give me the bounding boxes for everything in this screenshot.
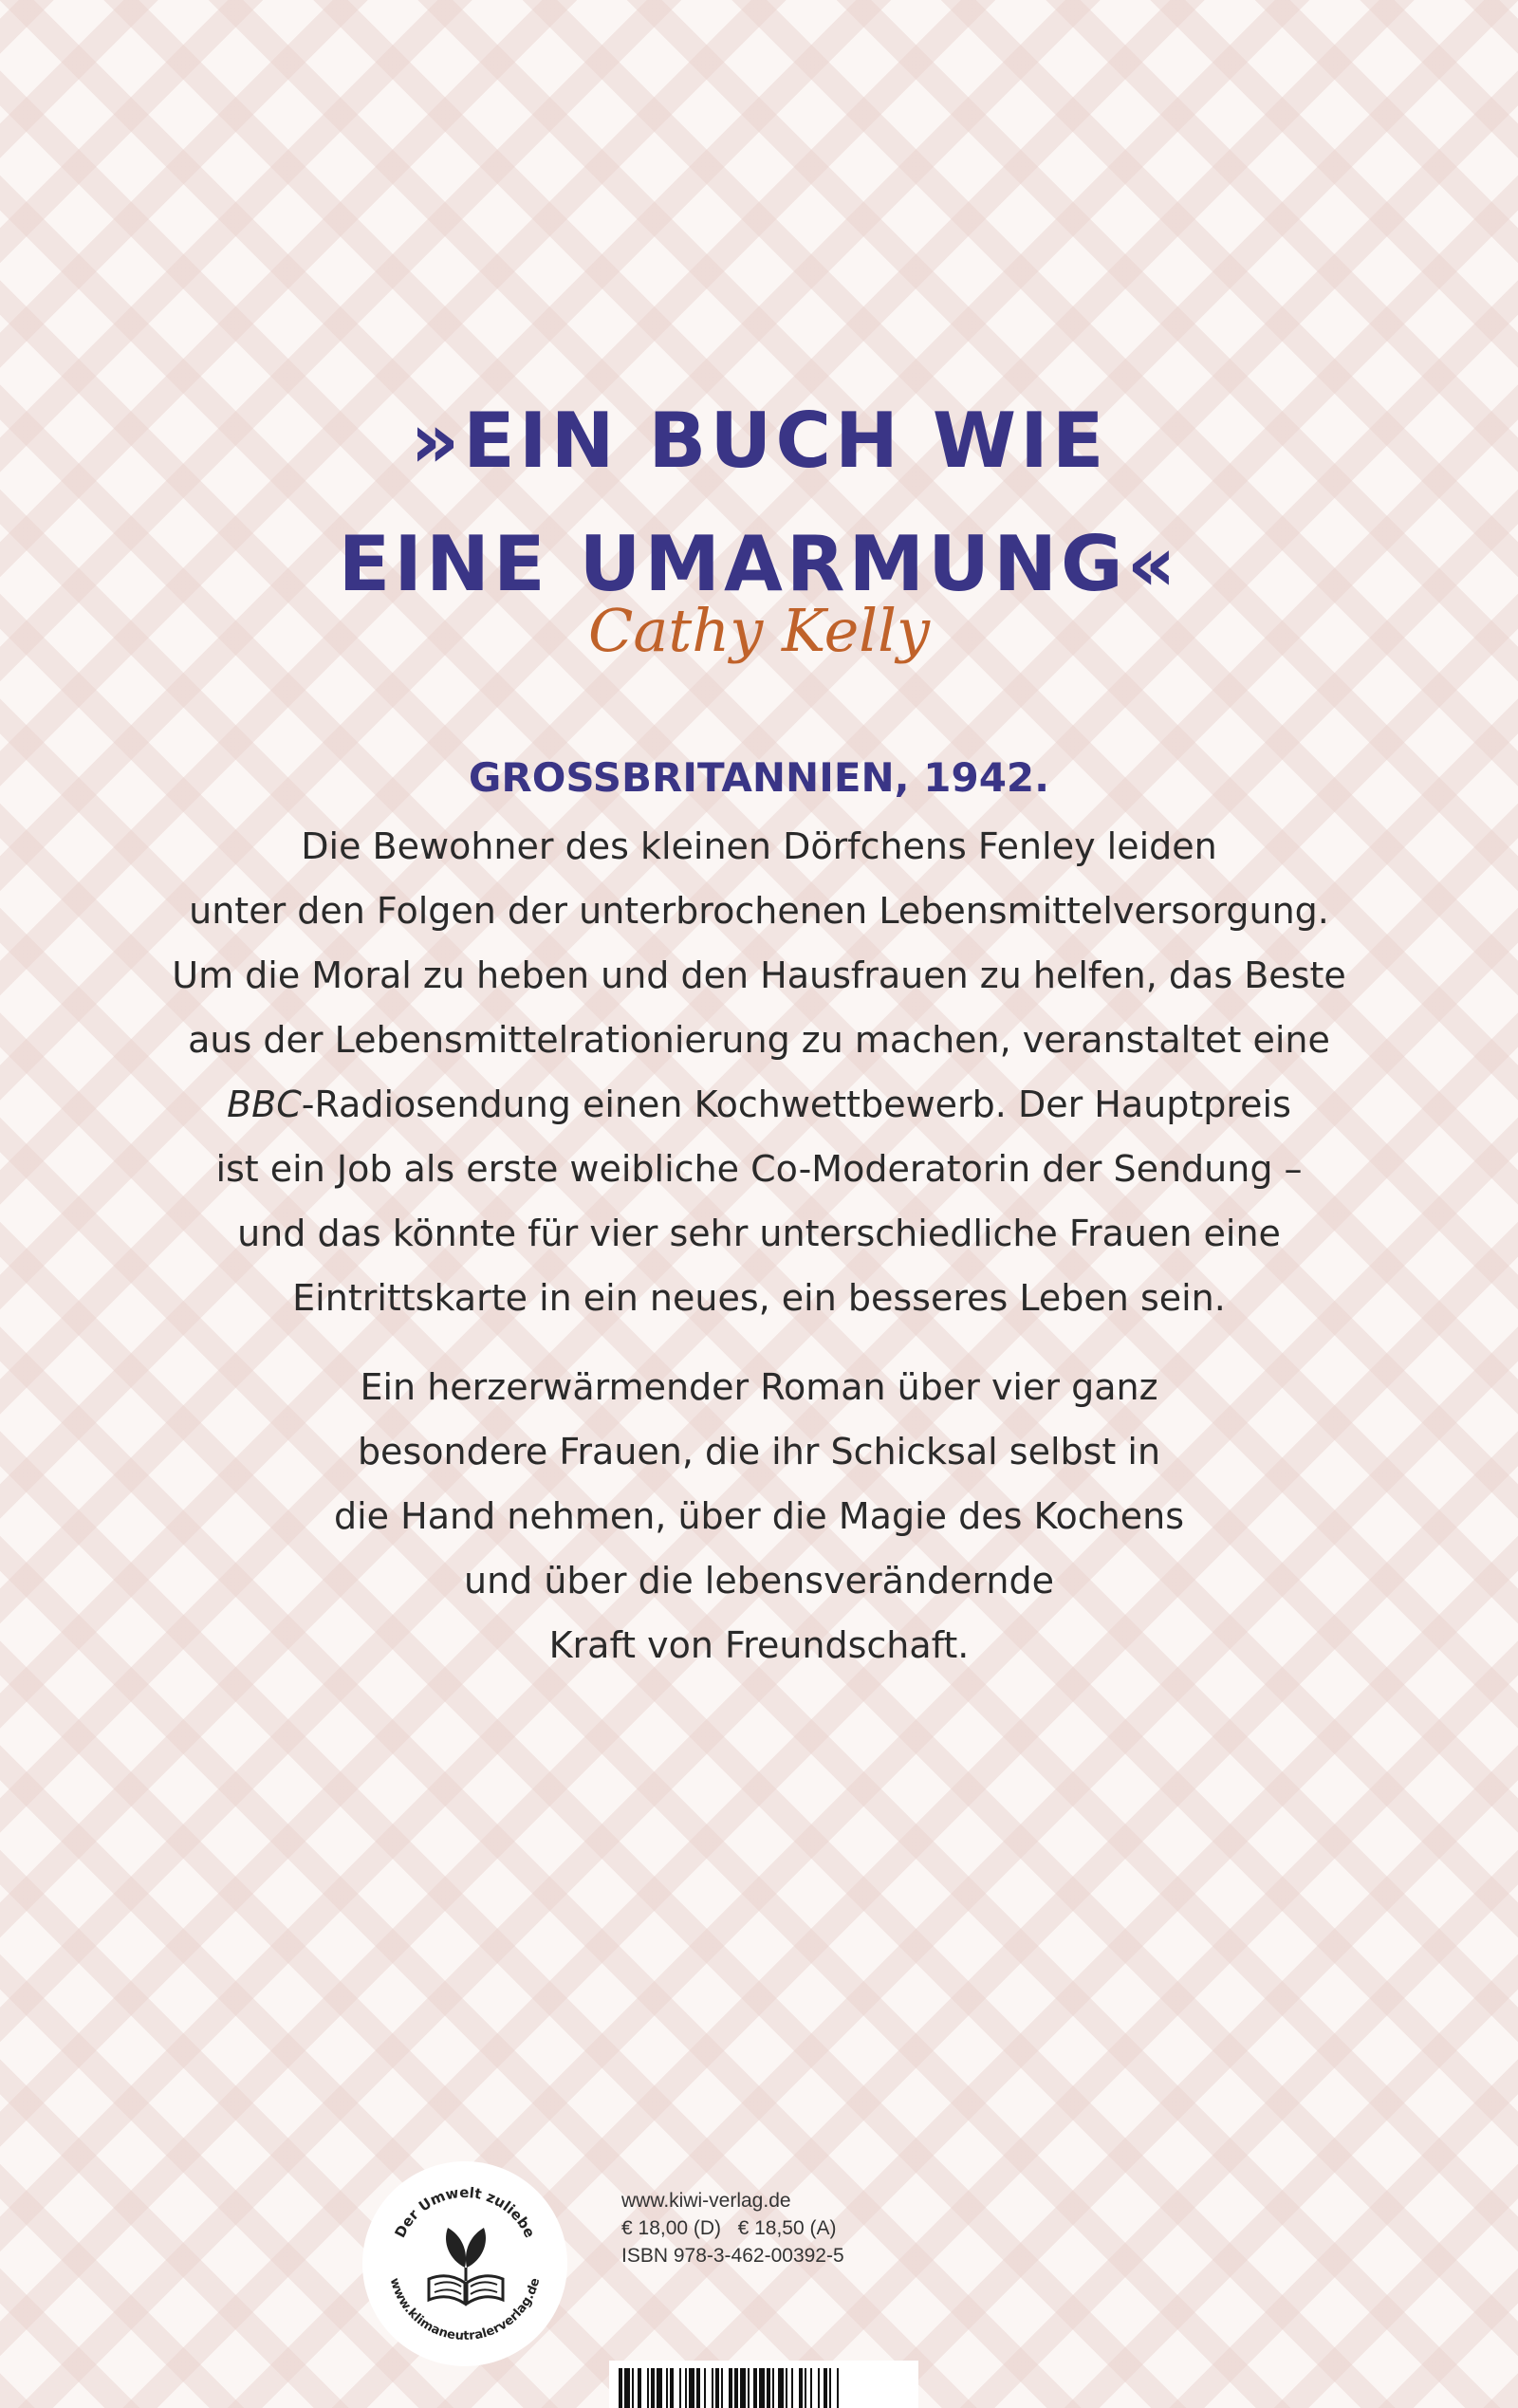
leaf-book-icon — [362, 2161, 567, 2366]
price-germany: € 18,00 (D) — [621, 2217, 722, 2239]
barcode — [609, 2361, 918, 2408]
blurb-paragraph-1 — [0, 814, 1518, 1330]
blurb-line: unter den Folgen der unterbrochenen Lebensmittelversorgung. — [189, 890, 1329, 932]
section-title: GROSSBRITANNIEN, 1942. — [468, 754, 1050, 801]
badge-bottom-text: www.klimaneutralerverlag.de — [386, 2276, 544, 2344]
blurb-line: und das könnte für vier sehr unterschiedliche Frauen eine — [237, 1213, 1281, 1254]
blurb-line: Ein herzerwärmender Roman über vier ganz — [360, 1366, 1158, 1408]
blurb-line: Um die Moral zu heben und den Hausfrauen zu helfen, das Beste — [172, 954, 1346, 996]
blurb-paragraph-2 — [0, 1355, 1518, 1677]
publisher-website: www.kiwi-verlag.de — [621, 2190, 791, 2212]
blurb-line: besondere Frauen, die ihr Schicksal selbst in — [357, 1431, 1161, 1473]
svg-text:Der Umwelt zuliebe — [391, 2184, 538, 2240]
isbn: ISBN 978-3-462-00392-5 — [621, 2245, 844, 2267]
blurb-line: Eintrittskarte in ein neues, ein besseres Leben sein. — [292, 1277, 1226, 1319]
blurb-line: aus der Lebensmittelrationierung zu machen, veranstaltet eine — [188, 1019, 1330, 1061]
price-line — [621, 2214, 844, 2242]
barcode-bars — [609, 2361, 918, 2408]
climate-neutral-badge — [362, 2161, 567, 2366]
bbc-italic: BBC — [227, 1084, 302, 1125]
blurb-line: die Hand nehmen, über die Magie des Kochens — [334, 1495, 1184, 1537]
blurb-line: Die Bewohner des kleinen Dörfchens Fenley leiden — [301, 825, 1217, 867]
blurb-line: und über die lebensverändernde — [463, 1560, 1054, 1602]
blurb-line-rest: -Radiosendung einen Kochwettbewerb. Der Hauptpreis — [301, 1084, 1291, 1125]
publisher-info — [621, 2187, 844, 2269]
quote-author: Cathy Kelly — [587, 596, 930, 665]
headline-line-1: »EIN BUCH WIE — [410, 397, 1108, 485]
badge-top-text: Der Umwelt zuliebe — [391, 2183, 539, 2241]
headline-line-2: EINE UMARMUNG« — [338, 520, 1180, 608]
price-austria: € 18,50 (A) — [737, 2217, 837, 2239]
headline-quote — [0, 380, 1518, 626]
blurb-line: ist ein Job als erste weibliche Co-Moderatorin der Sendung – — [215, 1148, 1303, 1190]
blurb-line — [0, 1072, 1518, 1137]
blurb-line: Kraft von Freundschaft. — [548, 1624, 970, 1666]
